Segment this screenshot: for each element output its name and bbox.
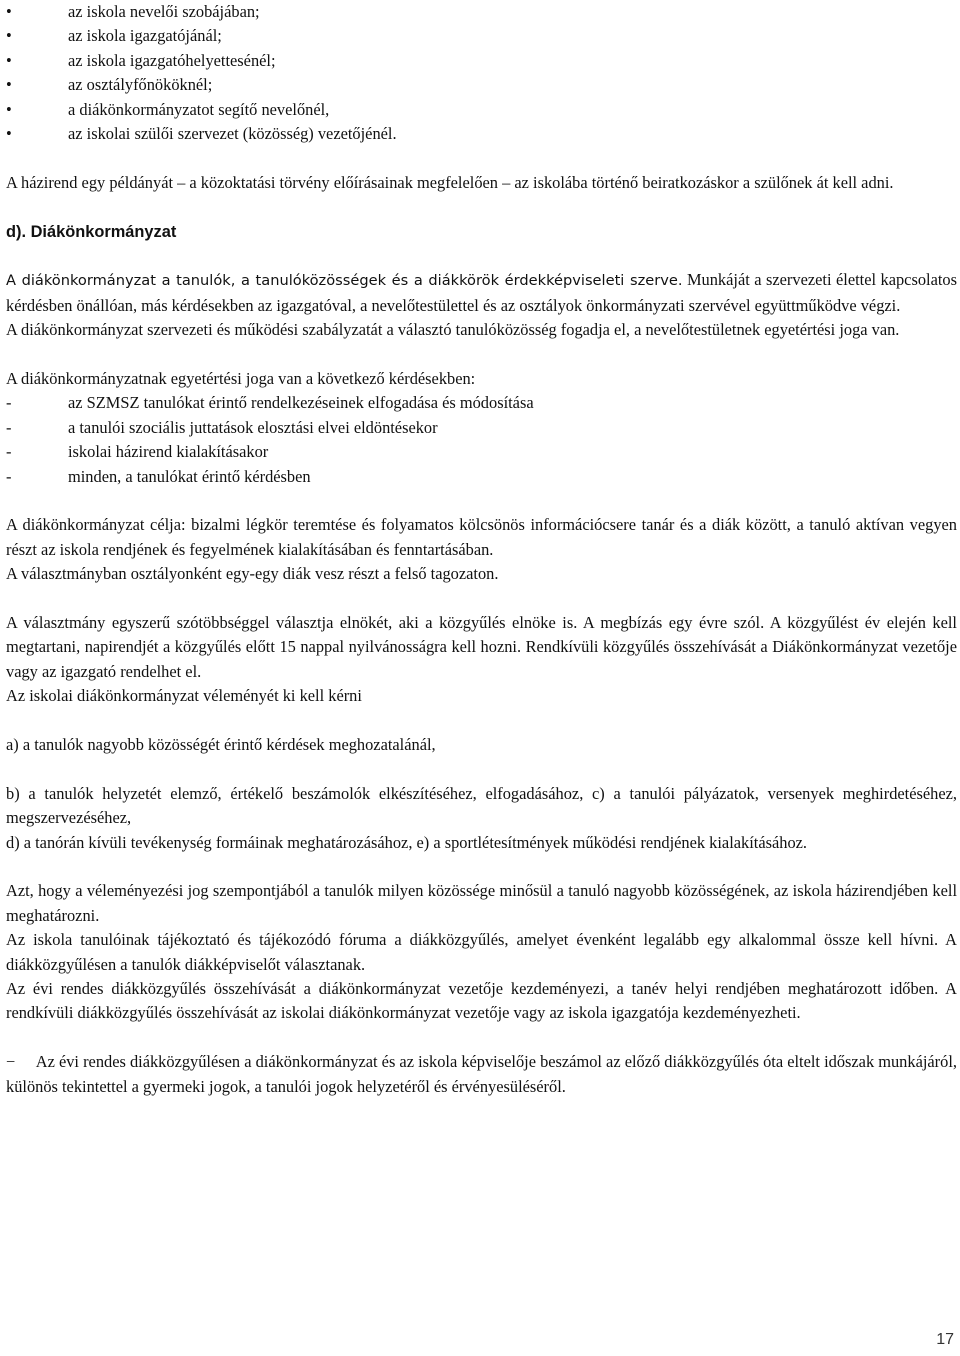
point-a-paragraph: a) a tanulók nagyobb közösségét érintő kérdések meghozatalánál,	[6, 734, 436, 754]
celja-paragraph: A diákönkormányzat célja: bizalmi légkör teremtése és folyamatos kölcsönös információcsere tanár és a diák között, a tanuló aktívan vegyen részt az iskola rendjének és fegyelmének kialakításában és fenntartásában.	[6, 515, 957, 559]
bullet-icon: •	[6, 50, 12, 70]
list-item: • a diákönkormányzatot segítő nevelőnél,	[6, 98, 957, 122]
valasztmany-paragraph: A választmányban osztályonként egy-egy diák vesz részt a felső tagozaton.	[6, 564, 499, 584]
list-item: • az iskola igazgatóhelyettesénél;	[6, 49, 957, 73]
dash-list	[6, 391, 957, 489]
bullet-icon: •	[6, 26, 12, 46]
list-item: - az SZMSZ tanulókat érintő rendelkezéseinek elfogadása és módosítása	[6, 391, 957, 415]
section-heading: d). Diákönkormányzat	[6, 222, 177, 241]
point-de-paragraph: d) a tanórán kívüli tevékenység formáinak meghatározásához, e) a sportlétesítmények működési rendjének kialakításához.	[6, 832, 808, 852]
list-item: • az iskola nevelői szobájában;	[6, 0, 957, 24]
list-item: - iskolai házirend kialakításakor	[6, 440, 957, 464]
page-number: 17	[936, 1330, 954, 1348]
dok-paragraph-2: A diákönkormányzat szervezeti és működési szabályzatát a választó tanulóközösség fogadja el, a nevelőtestületnek egyetértési joga van.	[6, 320, 900, 340]
document-page	[6, 0, 957, 1099]
dash-icon: -	[6, 466, 12, 486]
velemeny-paragraph: Az iskolai diákönkormányzat véleményét ki kell kérni	[6, 686, 362, 706]
azt-paragraph: Azt, hogy a véleményezési jog szempontjából a tanulók milyen közössége minősül a tanuló nagyobb közösségének, az iskola házirendjében kell meghatározni.	[6, 881, 957, 925]
bullet-icon: •	[6, 123, 12, 143]
evi-paragraph: Az évi rendes diákközgyűlés összehívását a diákönkormányzat vezetője kezdeményezi, a tanév helyi rendjében meghatározott időben. A rendkívüli diákközgyűlés összehívását az iskolai diákönkormányzat vezetője vagy az iskola igazgatója kezdeményezheti.	[6, 978, 957, 1023]
bullet-icon: •	[6, 75, 12, 95]
point-bc-paragraph: b) a tanulók helyzetét elemző, értékelő beszámolók elkészítéséhez, elfogadásához, c) a tanulói pályázatok, versenyek meghirdetéséhez, megszervezéséhez,	[6, 783, 957, 828]
list-item: • az osztályfőnököknél;	[6, 73, 957, 97]
dash-icon: -	[6, 417, 12, 437]
hazirend-paragraph: A házirend egy példányát – a közoktatási törvény előírásainak megfelelően – az iskolába történő beiratkozáskor a szülőnek át kell adni.	[6, 172, 894, 192]
egyetertes-paragraph: A diákönkormányzatnak egyetértési joga van a következő kérdésekben:	[6, 368, 476, 388]
bullet-icon: •	[6, 2, 12, 21]
dash-icon: -	[6, 442, 12, 462]
dok-paragraph-1: A diákönkormányzat a tanulók, a tanulóközösségek és a diákkörök érdekképviseleti szerve. Munkáját a szervezeti élettel kapcsolatos kérdésben önállóan, más kérdésekben az igazgatóval, a nevelőtestülettel és az osztályok önkormányzati szervével együttműködve végzi.	[6, 270, 957, 315]
forum-paragraph: Az iskola tanulóinak tájékoztató és tájékozódó fóruma a diákközgyűlés, amelyet évenként legalább egy alkalommal össze kell hívni. A diákközgyűlésen a tanulók diákképviselőt választanak.	[6, 930, 957, 974]
bullet-icon: •	[6, 99, 12, 119]
list-item: • az iskolai szülői szervezet (közösség) vezetőjénél.	[6, 122, 957, 146]
list-item: • az iskola igazgatójánál;	[6, 24, 957, 48]
dash-icon: -	[6, 393, 12, 413]
last-paragraph: − Az évi rendes diákközgyűlésen a diákönkormányzat és az iskola képviselője beszámol az előző diákközgyűlés óta eltelt időszak munkájáról, különös tekintettel a gyermeki jogok, a tanulói jogok helyzetéről és érvényesüléséről.	[6, 1052, 957, 1096]
dash-icon: −	[6, 1052, 16, 1072]
list-item: - minden, a tanulókat érintő kérdésben	[6, 465, 957, 489]
bullet-list	[6, 0, 957, 146]
elnok-paragraph: A választmány egyszerű szótöbbséggel választja elnökét, aki a közgyűlés elnöke is. A megbízás egy évre szól. A közgyűlést év elején kell megtartani, napirendjét a közgyűlés előtt 15 nappal nyilvánosságra kell hozni. Rendkívüli közgyűlés összehívását a Diákönkormányzat vezetője vagy az igazgató rendelhet el.	[6, 612, 957, 681]
list-item: - a tanulói szociális juttatások elosztási elvei eldöntésekor	[6, 416, 957, 440]
